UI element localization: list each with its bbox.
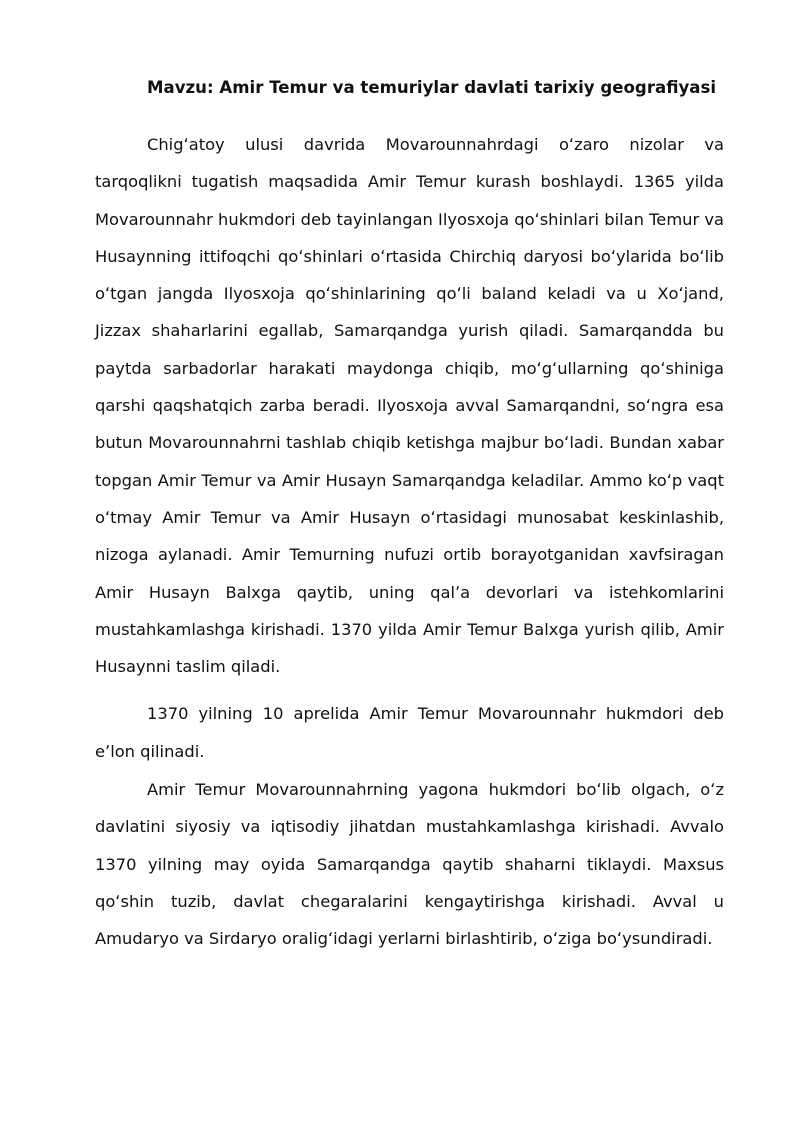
- paragraph-proclamation: 1370 yilning 10 aprelida Amir Temur Movarounnahr hukmdori deb eʼlon qilinadi.: [95, 704, 724, 761]
- document-page: [95, 74, 724, 958]
- document-title: Mavzu: Amir Temur va temuriylar davlati tarixiy geografiyasi: [147, 78, 717, 97]
- paragraph-rise-to-power: Chigʻatoy ulusi davrida Movarounnahrdagi oʻzaro nizolar va tarqoqlikni tugatish maqsadida Amir Temur kurash boshlaydi. 1365 yilda Movarounnahr hukmdori deb tayinlangan Ilyosxoja qoʻshinlari bilan Temur va Husaynning ittifoqchi qoʻshinlari oʻrtasida Chirchiq daryosi boʻylarida boʻlib oʻtgan jangda Ilyosxoja qoʻshinlarining qoʻli baland keladi va u Xoʻjand, Jizzax shaharlarini egallab, Samarqandga yurish qiladi. Samarqandda bu paytda sarbadorlar harakati maydonga chiqib, moʻgʻullarning qoʻshiniga qarshi qaqshatqich zarba beradi. Ilyosxoja avval Samarqandni, soʻngra esa butun Movarounnahrni tashlab chiqib ketishga majbur boʻladi. Bundan xabar topgan Amir Temur va Amir Husayn Samarqandga keladilar. Ammo koʻp vaqt oʻtmay Amir Temur va Amir Husayn oʻrtasidagi munosabat keskinlashib, nizoga aylanadi. Amir Temurning nufuzi ortib borayotganidan xavfsiragan Amir Husayn Balxga qaytib, uning qalʼa devorlari va istehkomlarini mustahkamlashga kirishadi. 1370 yilda Amir Temur Balxga yurish qilib, Amir Husaynni taslim qiladi.: [95, 135, 724, 677]
- paragraph-state-building: Amir Temur Movarounnahrning yagona hukmdori boʻlib olgach, oʻz davlatini siyosiy va iqtisodiy jihatdan mustahkamlashga kirishadi. Avvalo 1370 yilning may oyida Samarqandga qaytib shaharni tiklaydi. Maxsus qoʻshin tuzib, davlat chegaralarini kengaytirishga kirishadi. Avval u Amudaryo va Sirdaryo oraligʻidagi yerlarni birlashtirib, oʻziga boʻysundiradi.: [95, 780, 724, 949]
